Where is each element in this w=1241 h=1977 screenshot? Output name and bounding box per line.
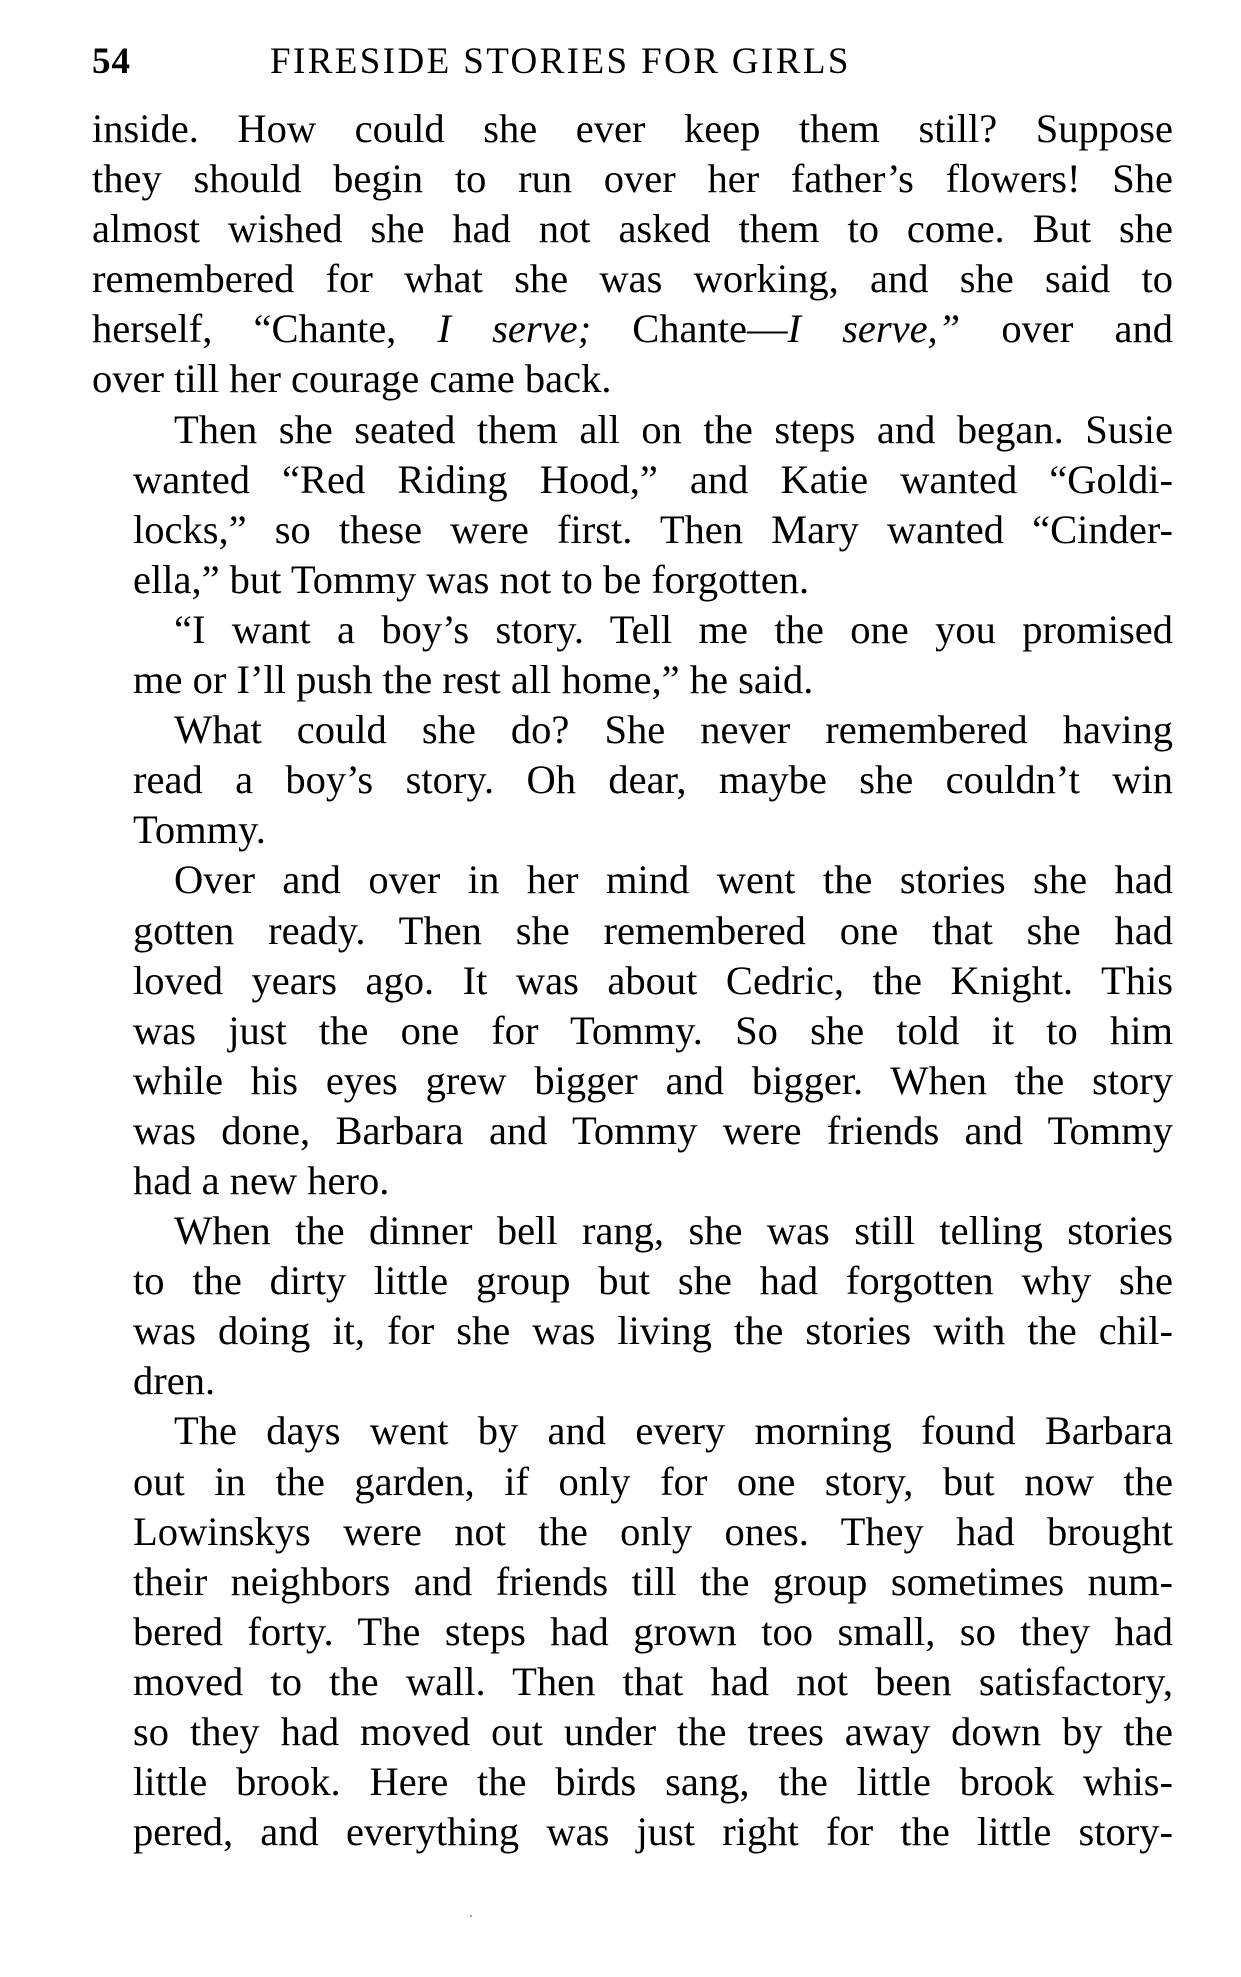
text-line: to the dirty little group but she had forgotten why she: [133, 1258, 1173, 1304]
text-line: The days went by and every morning found Barbara: [174, 1408, 1173, 1454]
text-line: “I want a boy’s story. Tell me the one you promised: [174, 606, 1173, 652]
page-number: 54: [92, 41, 131, 82]
text-line: Tommy.: [133, 807, 266, 853]
text-line: dren.: [133, 1358, 216, 1404]
text-line: was just the one for Tommy. So she told it to him: [133, 1007, 1173, 1053]
text-run: Chante—: [591, 306, 788, 352]
text-line: What could she do? She never remembered having: [174, 707, 1173, 753]
paragraph-4: [92, 705, 1173, 855]
paragraph-1: [92, 104, 1173, 405]
text-line: almost wished she had not asked them to come. But she: [92, 206, 1173, 252]
text-line: Then she seated them all on the steps and began. Susie: [174, 406, 1173, 452]
text-line: remembered for what she was working, and she said to: [92, 256, 1173, 302]
text-line: loved years ago. It was about Cedric, the Knight. This: [133, 957, 1173, 1003]
text-line: locks,” so these were first. Then Mary wanted “Cinder-: [133, 506, 1173, 552]
page-header: [92, 38, 1172, 86]
text-line: bered forty. The steps had grown too small, so they had: [133, 1608, 1173, 1654]
text-line: was done, Barbara and Tommy were friends and Tommy: [133, 1107, 1173, 1153]
text-line: so they had moved out under the trees away down by the: [133, 1709, 1173, 1754]
text-line: their neighbors and friends till the group sometimes num-: [133, 1558, 1173, 1604]
paragraph-3: [92, 605, 1173, 705]
paragraph-2: [92, 405, 1173, 605]
text-line: moved to the wall. Then that had not been satisfactory,: [133, 1658, 1173, 1704]
text-run: over and: [960, 306, 1173, 352]
text-line: out in the garden, if only for one story, but now the: [133, 1458, 1173, 1504]
italic-run: I serve,”: [787, 306, 961, 352]
text-line: pered, and everything was just right for the little story-: [133, 1809, 1173, 1855]
text-line: while his eyes grew bigger and bigger. When the story: [133, 1057, 1173, 1103]
text-line: ella,” but Tommy was not to be forgotten.: [133, 556, 810, 602]
text-line: Lowinskys were not the only ones. They had brought: [133, 1508, 1173, 1554]
text-line: was doing it, for she was living the stories with the chil-: [133, 1308, 1173, 1354]
text-line: gotten ready. Then she remembered one that she had: [133, 907, 1173, 953]
scan-speck: [470, 1915, 472, 1917]
text-line: read a boy’s story. Oh dear, maybe she couldn’t win: [133, 757, 1173, 803]
text-line: they should begin to run over her father’s flowers! She: [92, 156, 1173, 202]
text-line: little brook. Here the birds sang, the little brook whis-: [133, 1759, 1173, 1805]
paragraph-6: [92, 1206, 1173, 1406]
text-line: wanted “Red Riding Hood,” and Katie wanted “Goldi-: [133, 456, 1173, 502]
paragraph-7: [92, 1406, 1173, 1857]
body-text: [92, 104, 1173, 1857]
text-line: When the dinner bell rang, she was still telling stories: [174, 1208, 1173, 1254]
running-title: FIRESIDE STORIES FOR GIRLS: [270, 41, 851, 82]
text-line: Over and over in her mind went the stories she had: [174, 857, 1173, 903]
text-line: over till her courage came back.: [92, 356, 612, 402]
paragraph-5: [92, 855, 1173, 1206]
text-run: herself, “Chante,: [92, 306, 438, 352]
italic-run: I serve;: [437, 306, 592, 352]
text-line: had a new hero.: [133, 1157, 390, 1203]
text-line: me or I’ll push the rest all home,” he said.: [133, 657, 814, 703]
text-line-mixed: [92, 304, 1173, 354]
text-line: inside. How could she ever keep them still? Suppose: [92, 106, 1173, 151]
